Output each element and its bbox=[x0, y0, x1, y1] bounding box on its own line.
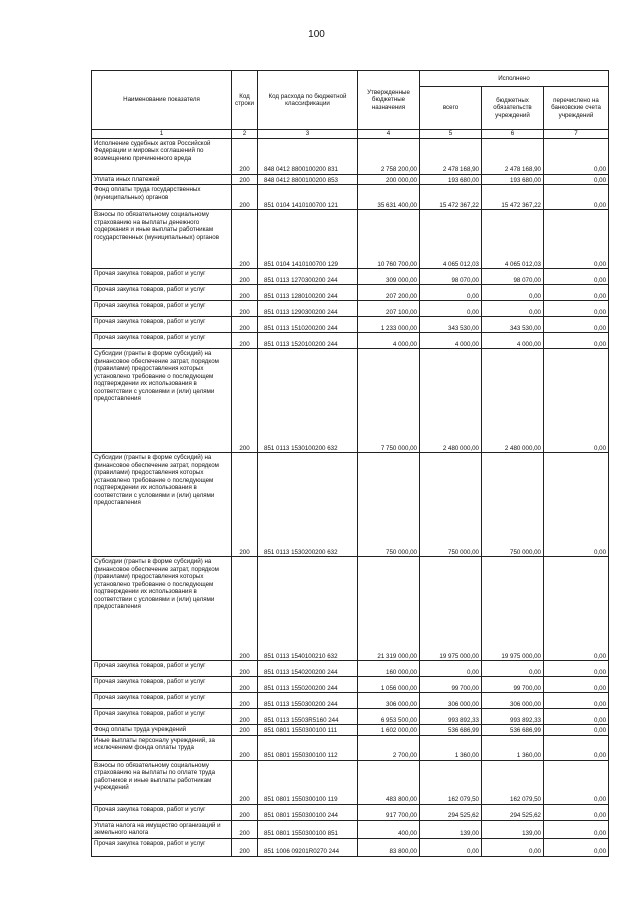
row-approved: 35 631 400,00 bbox=[358, 185, 420, 210]
row-name: Прочая закупка товаров, работ и услуг bbox=[92, 317, 232, 333]
row-budget-code: 851 0113 1540200200 244 bbox=[258, 661, 358, 677]
row-bank: 0,00 bbox=[544, 804, 609, 820]
table-row bbox=[92, 804, 609, 820]
row-name: Прочая закупка товаров, работ и услуг bbox=[92, 804, 232, 820]
row-name: Прочая закупка товаров, работ и услуг bbox=[92, 677, 232, 693]
row-institutions: 99 700,00 bbox=[482, 677, 544, 693]
row-approved: 2 700,00 bbox=[358, 735, 420, 760]
row-budget-code: 848 0412 8800100200 853 bbox=[258, 174, 358, 185]
row-bank: 0,00 bbox=[544, 820, 609, 838]
row-institutions: 0,00 bbox=[482, 838, 544, 856]
row-bank: 0,00 bbox=[544, 285, 609, 301]
row-total: 1 360,00 bbox=[420, 735, 482, 760]
col-number: 2 bbox=[232, 130, 258, 139]
table-row bbox=[92, 709, 609, 725]
row-total: 99 700,00 bbox=[420, 677, 482, 693]
row-budget-code: 851 0801 1550300100 112 bbox=[258, 735, 358, 760]
row-budget-code: 848 0412 8800100200 831 bbox=[258, 138, 358, 174]
row-budget-code: 851 0113 1510200200 244 bbox=[258, 317, 358, 333]
row-name: Уплата налога на имущество организаций и земельного налога bbox=[92, 820, 232, 838]
header-line-code: Код строки bbox=[232, 71, 258, 130]
row-name: Прочая закупка товаров, работ и услуг bbox=[92, 269, 232, 285]
table-row bbox=[92, 333, 609, 349]
row-line-code: 200 bbox=[232, 333, 258, 349]
row-approved: 207 100,00 bbox=[358, 301, 420, 317]
row-bank: 0,00 bbox=[544, 333, 609, 349]
header-bank-accounts: перечислено на банковские счета учреждений bbox=[544, 87, 609, 130]
row-line-code: 200 bbox=[232, 174, 258, 185]
row-institutions: 98 070,00 bbox=[482, 269, 544, 285]
row-total: 162 079,50 bbox=[420, 760, 482, 804]
row-budget-code: 851 0113 15503R5160 244 bbox=[258, 709, 358, 725]
row-bank: 0,00 bbox=[544, 557, 609, 661]
row-approved: 21 319 000,00 bbox=[358, 557, 420, 661]
row-total: 193 680,00 bbox=[420, 174, 482, 185]
row-total: 343 530,00 bbox=[420, 317, 482, 333]
row-total: 0,00 bbox=[420, 661, 482, 677]
col-number: 3 bbox=[258, 130, 358, 139]
table-row bbox=[92, 349, 609, 453]
row-bank: 0,00 bbox=[544, 317, 609, 333]
row-bank: 0,00 bbox=[544, 760, 609, 804]
table-row bbox=[92, 269, 609, 285]
row-total: 0,00 bbox=[420, 838, 482, 856]
row-institutions: 306 000,00 bbox=[482, 693, 544, 709]
row-line-code: 200 bbox=[232, 804, 258, 820]
table-row bbox=[92, 285, 609, 301]
budget-execution-table bbox=[91, 70, 609, 857]
row-total: 4 000,00 bbox=[420, 333, 482, 349]
row-approved: 1 602 000,00 bbox=[358, 725, 420, 736]
row-line-code: 200 bbox=[232, 317, 258, 333]
row-total: 0,00 bbox=[420, 301, 482, 317]
table-row bbox=[92, 138, 609, 174]
row-bank: 0,00 bbox=[544, 210, 609, 269]
row-name: Субсидии (гранты в форме субсидий) на финансовое обеспечение затрат, порядком (правилами) предоставления которых установлено требование о последующем подтверждении их использования в соответствии с условиями и (или) целями предоставления bbox=[92, 349, 232, 453]
row-budget-code: 851 0113 1530100200 632 bbox=[258, 349, 358, 453]
row-institutions: 2 480 000,00 bbox=[482, 349, 544, 453]
table-row bbox=[92, 317, 609, 333]
row-institutions: 15 472 367,22 bbox=[482, 185, 544, 210]
row-line-code: 200 bbox=[232, 557, 258, 661]
table-row bbox=[92, 661, 609, 677]
row-institutions: 4 065 012,03 bbox=[482, 210, 544, 269]
row-line-code: 200 bbox=[232, 735, 258, 760]
row-approved: 917 700,00 bbox=[358, 804, 420, 820]
row-name: Прочая закупка товаров, работ и услуг bbox=[92, 301, 232, 317]
row-approved: 160 000,00 bbox=[358, 661, 420, 677]
row-name: Взносы по обязательному социальному страхованию на выплаты по оплате труда работников и иные выплаты работникам учреждений bbox=[92, 760, 232, 804]
row-approved: 200 000,00 bbox=[358, 174, 420, 185]
row-institutions: 536 686,99 bbox=[482, 725, 544, 736]
row-budget-code: 851 0801 1550300100 119 bbox=[258, 760, 358, 804]
row-name: Иные выплаты персоналу учреждений, за исключением фонда оплаты труда bbox=[92, 735, 232, 760]
row-approved: 750 000,00 bbox=[358, 453, 420, 557]
header-row-top bbox=[92, 71, 609, 87]
row-budget-code: 851 0104 1410100700 129 bbox=[258, 210, 358, 269]
row-approved: 207 200,00 bbox=[358, 285, 420, 301]
row-line-code: 200 bbox=[232, 349, 258, 453]
row-name: Исполнение судебных актов Российской Федерации и мировых соглашений по возмещению причиненного вреда bbox=[92, 138, 232, 174]
row-approved: 400,00 bbox=[358, 820, 420, 838]
row-line-code: 200 bbox=[232, 725, 258, 736]
header-approved: Утвержденные бюджетные назначения bbox=[358, 71, 420, 130]
row-budget-code: 851 0104 1410100700 121 bbox=[258, 185, 358, 210]
row-name: Субсидии (гранты в форме субсидий) на финансовое обеспечение затрат, порядком (правилами) предоставления которых установлено требование о последующем подтверждении их использования в соответствии с условиями и (или) целями предоставления bbox=[92, 453, 232, 557]
row-name: Прочая закупка товаров, работ и услуг bbox=[92, 693, 232, 709]
table-row bbox=[92, 693, 609, 709]
row-name: Прочая закупка товаров, работ и услуг bbox=[92, 661, 232, 677]
row-approved: 2 758 200,00 bbox=[358, 138, 420, 174]
header-column-numbers bbox=[92, 130, 609, 139]
row-bank: 0,00 bbox=[544, 661, 609, 677]
col-number: 6 bbox=[482, 130, 544, 139]
row-total: 15 472 367,22 bbox=[420, 185, 482, 210]
row-name: Взносы по обязательному социальному страхованию на выплаты денежного содержания и иные выплаты работникам государственных (муниципальных) органов bbox=[92, 210, 232, 269]
row-approved: 6 953 500,00 bbox=[358, 709, 420, 725]
row-approved: 1 056 000,00 bbox=[358, 677, 420, 693]
row-total: 2 480 000,00 bbox=[420, 349, 482, 453]
row-budget-code: 851 0113 1550200200 244 bbox=[258, 677, 358, 693]
row-bank: 0,00 bbox=[544, 185, 609, 210]
row-name: Прочая закупка товаров, работ и услуг bbox=[92, 285, 232, 301]
row-institutions: 0,00 bbox=[482, 285, 544, 301]
row-line-code: 200 bbox=[232, 693, 258, 709]
row-line-code: 200 bbox=[232, 269, 258, 285]
row-bank: 0,00 bbox=[544, 838, 609, 856]
header-total: всего bbox=[420, 87, 482, 130]
row-approved: 7 750 000,00 bbox=[358, 349, 420, 453]
row-institutions: 1 360,00 bbox=[482, 735, 544, 760]
row-approved: 4 000,00 bbox=[358, 333, 420, 349]
row-line-code: 200 bbox=[232, 138, 258, 174]
row-total: 2 478 168,90 bbox=[420, 138, 482, 174]
row-budget-code: 851 0801 1550300100 851 bbox=[258, 820, 358, 838]
row-budget-code: 851 0801 1550300100 111 bbox=[258, 725, 358, 736]
table-row bbox=[92, 557, 609, 661]
table-body bbox=[92, 138, 609, 856]
row-total: 19 975 000,00 bbox=[420, 557, 482, 661]
row-total: 139,00 bbox=[420, 820, 482, 838]
header-name: Наименование показателя bbox=[92, 71, 232, 130]
row-name: Субсидии (гранты в форме субсидий) на финансовое обеспечение затрат, порядком (правилами) предоставления которых установлено требование о последующем подтверждении их использования в соответствии с условиями и (или) целями предоставления bbox=[92, 557, 232, 661]
col-number: 4 bbox=[358, 130, 420, 139]
row-line-code: 200 bbox=[232, 185, 258, 210]
row-approved: 309 000,00 bbox=[358, 269, 420, 285]
row-name: Фонд оплаты труда учреждений bbox=[92, 725, 232, 736]
row-total: 98 070,00 bbox=[420, 269, 482, 285]
row-bank: 0,00 bbox=[544, 269, 609, 285]
row-bank: 0,00 bbox=[544, 174, 609, 185]
row-approved: 306 000,00 bbox=[358, 693, 420, 709]
row-total: 0,00 bbox=[420, 285, 482, 301]
row-bank: 0,00 bbox=[544, 709, 609, 725]
row-institutions: 19 975 000,00 bbox=[482, 557, 544, 661]
table-row bbox=[92, 725, 609, 736]
page-number: 100 bbox=[308, 29, 325, 40]
row-name: Уплата иных платежей bbox=[92, 174, 232, 185]
row-line-code: 200 bbox=[232, 820, 258, 838]
row-line-code: 200 bbox=[232, 661, 258, 677]
row-line-code: 200 bbox=[232, 210, 258, 269]
row-institutions: 750 000,00 bbox=[482, 453, 544, 557]
row-name: Прочая закупка товаров, работ и услуг bbox=[92, 709, 232, 725]
row-budget-code: 851 0113 1550300200 244 bbox=[258, 693, 358, 709]
row-line-code: 200 bbox=[232, 709, 258, 725]
row-approved: 83 800,00 bbox=[358, 838, 420, 856]
row-approved: 483 800,00 bbox=[358, 760, 420, 804]
row-institutions: 343 530,00 bbox=[482, 317, 544, 333]
row-line-code: 200 bbox=[232, 760, 258, 804]
table-row bbox=[92, 174, 609, 185]
row-budget-code: 851 0801 1550300100 244 bbox=[258, 804, 358, 820]
table-row bbox=[92, 301, 609, 317]
row-budget-code: 851 0113 1290300200 244 bbox=[258, 301, 358, 317]
row-institutions: 139,00 bbox=[482, 820, 544, 838]
row-institutions: 0,00 bbox=[482, 301, 544, 317]
row-budget-code: 851 0113 1540100210 632 bbox=[258, 557, 358, 661]
col-number: 5 bbox=[420, 130, 482, 139]
row-institutions: 193 680,00 bbox=[482, 174, 544, 185]
table-row bbox=[92, 820, 609, 838]
row-line-code: 200 bbox=[232, 453, 258, 557]
row-bank: 0,00 bbox=[544, 725, 609, 736]
row-institutions: 162 079,50 bbox=[482, 760, 544, 804]
row-bank: 0,00 bbox=[544, 453, 609, 557]
row-institutions: 4 000,00 bbox=[482, 333, 544, 349]
row-budget-code: 851 0113 1520100200 244 bbox=[258, 333, 358, 349]
row-institutions: 0,00 bbox=[482, 661, 544, 677]
row-total: 306 000,00 bbox=[420, 693, 482, 709]
header-budget-code: Код расхода по бюджетной классификации bbox=[258, 71, 358, 130]
row-name: Прочая закупка товаров, работ и услуг bbox=[92, 838, 232, 856]
table-row bbox=[92, 677, 609, 693]
row-name: Прочая закупка товаров, работ и услуг bbox=[92, 333, 232, 349]
row-budget-code: 851 1006 09201R0270 244 bbox=[258, 838, 358, 856]
row-bank: 0,00 bbox=[544, 301, 609, 317]
header-executed: Исполнено bbox=[420, 71, 609, 87]
row-line-code: 200 bbox=[232, 677, 258, 693]
row-line-code: 200 bbox=[232, 301, 258, 317]
row-name: Фонд оплаты труда государственных (муниципальных) органов bbox=[92, 185, 232, 210]
col-number: 7 bbox=[544, 130, 609, 139]
table-row bbox=[92, 760, 609, 804]
row-bank: 0,00 bbox=[544, 138, 609, 174]
row-budget-code: 851 0113 1270300200 244 bbox=[258, 269, 358, 285]
header-budget-institutions: бюджетных обязательств учреждений bbox=[482, 87, 544, 130]
row-total: 4 065 012,03 bbox=[420, 210, 482, 269]
row-approved: 10 760 700,00 bbox=[358, 210, 420, 269]
row-budget-code: 851 0113 1280100200 244 bbox=[258, 285, 358, 301]
row-institutions: 294 525,62 bbox=[482, 804, 544, 820]
table-row bbox=[92, 453, 609, 557]
row-bank: 0,00 bbox=[544, 693, 609, 709]
row-total: 993 892,33 bbox=[420, 709, 482, 725]
row-budget-code: 851 0113 1530200200 632 bbox=[258, 453, 358, 557]
row-bank: 0,00 bbox=[544, 735, 609, 760]
table-row bbox=[92, 185, 609, 210]
row-line-code: 200 bbox=[232, 838, 258, 856]
row-total: 294 525,62 bbox=[420, 804, 482, 820]
row-total: 536 686,99 bbox=[420, 725, 482, 736]
row-line-code: 200 bbox=[232, 285, 258, 301]
row-bank: 0,00 bbox=[544, 677, 609, 693]
table-row bbox=[92, 735, 609, 760]
row-institutions: 2 478 168,90 bbox=[482, 138, 544, 174]
col-number: 1 bbox=[92, 130, 232, 139]
table-row bbox=[92, 210, 609, 269]
table-row bbox=[92, 838, 609, 856]
row-total: 750 000,00 bbox=[420, 453, 482, 557]
row-approved: 1 233 000,00 bbox=[358, 317, 420, 333]
row-institutions: 993 892,33 bbox=[482, 709, 544, 725]
row-bank: 0,00 bbox=[544, 349, 609, 453]
